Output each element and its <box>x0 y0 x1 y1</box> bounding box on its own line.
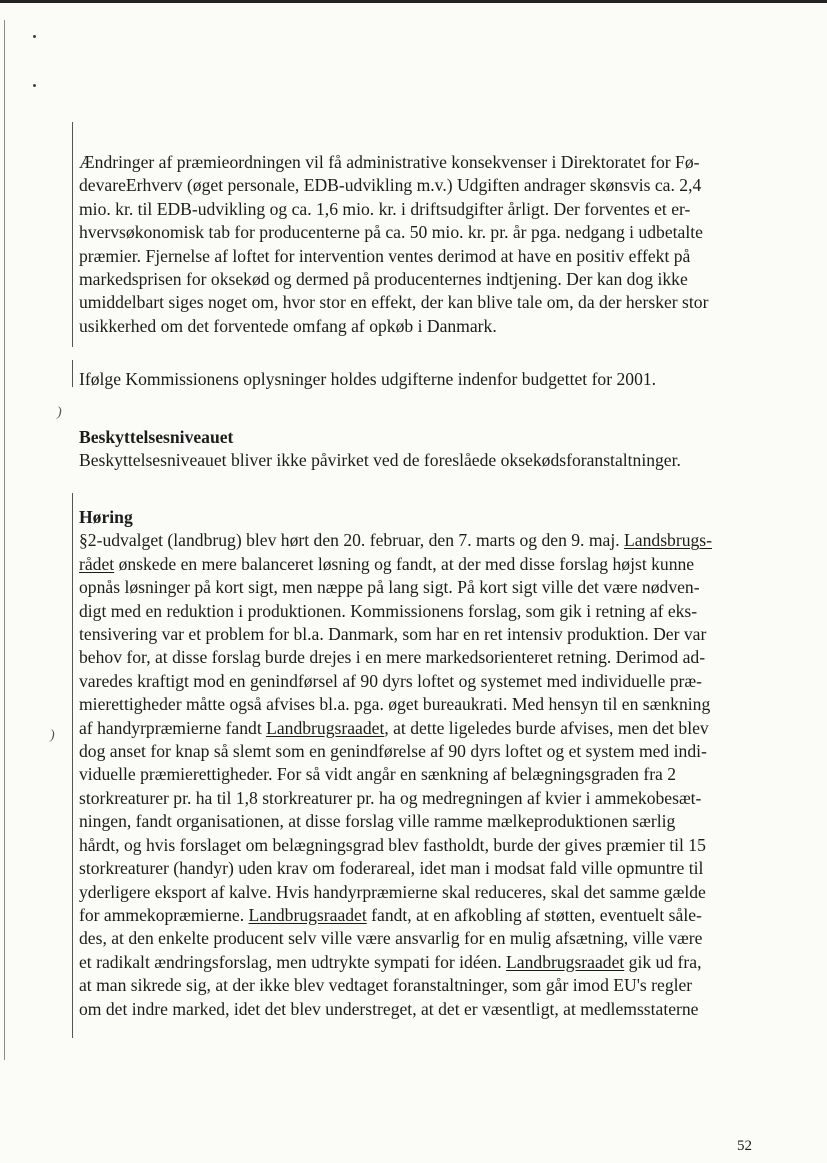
text-line: opnås løsninger på kort sigt, men næppe på lang sigt. På kort sigt ville det være nødven- <box>79 577 700 598</box>
text-line: hvervsøkonomisk tab for producenterne på ca. 50 mio. kr. pr. år pga. nedgang i udbetalte <box>79 222 703 243</box>
underlined-org-name: Landbrugsraadet <box>506 951 625 972</box>
section-text: Beskyttelsesniveauet bliver ikke påvirket ved de foreslåede oksekødsforanstaltninger. <box>79 450 681 471</box>
text-line: yderligere eksport af kalve. Hvis handyrpræmierne skal reduceres, skal det samme gælde <box>79 881 706 902</box>
revision-bar <box>72 493 73 1038</box>
text-line: varedes kraftigt mod en genindførsel af 90 dyrs loftet og systemet med individuelle præ- <box>79 670 702 691</box>
text-line: af handyrpræmierne fandt Landbrugsraadet, at dette ligeledes burde afvises, men det blev <box>79 717 709 738</box>
text-line: rådet ønskede en mere balanceret løsning og fandt, at der med disse forslag højst kunne <box>79 553 695 574</box>
text-line: mierettigheder måtte også afvises bl.a. pga. øget bureaukrati. Med hensyn til en sænkning <box>79 694 711 715</box>
section-heading: Beskyttelsesniveauet <box>79 427 234 447</box>
text-line: at man sikrede sig, at der ikke blev vedtaget foranstaltninger, som går imod EU's regler <box>79 975 693 996</box>
text-line: storkreaturer pr. ha til 1,8 storkreaturer pr. ha og medregningen af kvier i ammekobesæt- <box>79 787 702 808</box>
text-line: digt med en reduktion i produktionen. Kommissionens forslag, som gik i retning af eks- <box>79 600 698 621</box>
text-line: umiddelbart siges noget om, hvor stor en effekt, der kan blive tale om, da der hersker stor <box>79 292 709 313</box>
underlined-org-name: Landbrugsraadet <box>266 717 385 738</box>
left-scan-edge <box>4 20 5 1060</box>
text-line: om det indre marked, idet det blev understreget, at det er væsentligt, at medlemsstaterne <box>79 998 699 1019</box>
text-line: tensivering var et problem for bl.a. Danmark, som har en ret intensiv produktion. Der var <box>79 624 707 645</box>
revision-bar <box>72 122 73 347</box>
text-line: markedsprisen for oksekød og dermed på producenternes indtjening. Der kan dog ikke <box>79 269 688 290</box>
text-line: hårdt, og hvis forslaget om belægningsgrad blev fastholdt, burde der gives præmier til 15 <box>79 834 706 855</box>
text-line: Ændringer af præmieordningen vil få administrative konsekvenser i Direktoratet for Fø- <box>79 152 700 172</box>
text-line: for ammekopræmierne. Landbrugsraadet fandt, at en afkobling af støtten, eventuelt såle- <box>79 904 702 925</box>
text-line: usikkerhed om det forventede omfang af opkøb i Danmark. <box>79 315 497 336</box>
section-heading: Høring <box>79 507 133 527</box>
budget-text: Ifølge Kommissionens oplysninger holdes udgifterne indenfor budgettet for 2001. <box>79 369 657 389</box>
underlined-org-name: Landsbrugs- <box>624 530 712 551</box>
page-number: 52 <box>737 1138 752 1154</box>
margin-mark: ) <box>57 405 62 420</box>
text-line: præmier. Fjernelse af loftet for intervention ventes derimod at have en positiv effekt på <box>79 245 691 266</box>
top-scan-edge <box>0 0 827 3</box>
hearing-text <box>79 529 759 1021</box>
text-line: dog anset for knap så slemt som en genindførelse af 90 dyrs loftet og et system med indi- <box>79 741 707 762</box>
revision-bar <box>72 360 73 387</box>
text-line: et radikalt ændringsforslag, men udtrykte sympati for idéen. Landbrugsraadet gik ud fra, <box>79 951 702 972</box>
punch-hole-mark <box>33 35 36 38</box>
text-line: devareErhverv (øget personale, EDB-udvikling m.v.) Udgiften andrager skønsvis ca. 2,4 <box>79 175 702 196</box>
text-line: viduelle præmierettigheder. For så vidt angår en sænkning af belægningsgraden fra 2 <box>79 764 677 785</box>
punch-hole-mark <box>33 84 36 87</box>
text-line: behov for, at disse forslag burde drejes i en mere markedsorienteret retning. Derimod ad- <box>79 647 706 668</box>
text-line: mio. kr. til EDB-udvikling og ca. 1,6 mio. kr. i driftsudgifter årligt. Der forventes et er- <box>79 198 691 219</box>
text-line: storkreaturer (handyr) uden krav om foderareal, idet man i modsat fald ville opmuntre til <box>79 858 704 879</box>
text-line: ningen, fandt organisationen, at disse forslag ville ramme mælkeproduktionen særlig <box>79 811 676 832</box>
underlined-org-name: Landbrugsraadet <box>248 904 367 925</box>
budget-paragraph <box>79 368 759 391</box>
protection-section <box>79 426 759 473</box>
hearing-section <box>79 506 759 1021</box>
underlined-org-name: rådet <box>79 553 115 574</box>
margin-mark: ) <box>50 728 55 743</box>
cost-paragraph <box>79 151 759 338</box>
text-line: des, at den enkelte producent selv ville være ansvarlig for en mulig afsætning, ville være <box>79 928 703 949</box>
text-line: §2-udvalget (landbrug) blev hørt den 20. februar, den 7. marts og den 9. maj. Landsbrugs- <box>79 530 712 551</box>
